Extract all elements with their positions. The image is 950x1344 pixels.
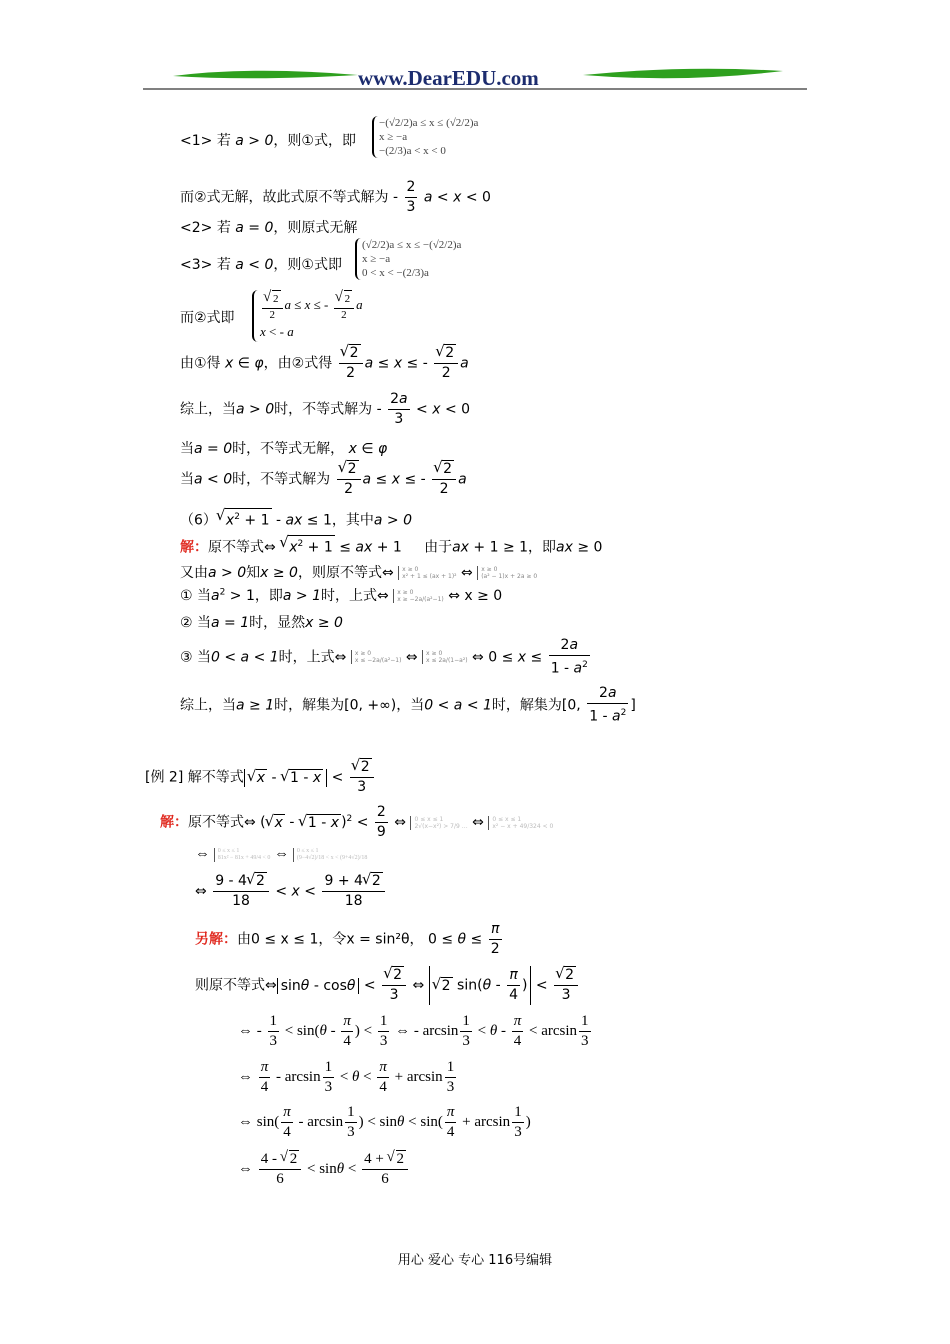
case-3-second-line: 而②式即	[180, 310, 235, 326]
case-3-second-system: √ $\frac{2}{2}$ a ≤ x ≤ - √ $\frac{2}{2}$ a x < - a	[252, 290, 363, 342]
case-2-line: <2> 若 a = 0，则原式无解	[180, 220, 358, 236]
solution-6-line: 解：原不等式⇔ √ $x^2 + 1$ ≤ ax + 1 由于ax + 1 ≥ 1，即ax ≥ 0	[180, 535, 602, 557]
header-banner	[143, 62, 807, 92]
case-1-system: −(√2/2)a ≤ x ≤ (√2/2)a x ≥ −a −(2/3)a < x < 0	[372, 116, 478, 158]
example-2-result-line: ⇔ $\frac{9 - 4√ 2}{18}$ < x < $\frac{9 + 4√ 2}{18}$	[195, 872, 387, 911]
example-2-solution-line: 解：原不等式⇔ (√ x - √ 1 - x )$^2$ < $\frac{2}{9}$ ⇔ 0 ≤ x ≤ 1 2√(x−x²) > 7/9 … ⇔ 0 ≤ x ≤ 1 x² − x + 49/324 < 0	[160, 803, 553, 842]
example-2-line: [例 2] 解不等式√ x - √ 1 - x < √ $\frac{2}{3}$	[145, 758, 376, 797]
case-1-line: <1> 若 a > 0，则①式，即	[180, 133, 356, 149]
alternative-solution-line: 另解：由0 ≤ x ≤ 1，令x = sin²θ， 0 ≤ θ ≤ $\frac{\pi}{2}$	[195, 921, 500, 957]
then-transform-line: 则原不等式⇔ sinθ - cosθ < √ $\frac{2}{3}$ ⇔ √ 2 sin(θ - $\frac{\pi}{4}$ ) < √ $\frac{2}{3}$	[195, 966, 580, 1005]
step-line-2: ⇔ $\frac{\pi}{4}$ - arcsin $\frac{1}{3}$ < θ < $\frac{\pi}{4}$ + arcsin $\frac{1}{3}$	[238, 1059, 455, 1095]
summary-a-negative-line: 当a < 0时，不等式解为 √ $\frac{2}{2}$ a ≤ x ≤ - √ $\frac{2}{2}$ a	[180, 460, 467, 499]
step-line-3: ⇔ sin( $\frac{\pi}{4}$ - arcsin $\frac{1}{3}$ ) < sinθ < sin( $\frac{\pi}{4}$ + arcsin $\frac{1}{3}$ )	[238, 1104, 531, 1140]
step-line-4: ⇔ $\frac{4 - √ 2}{6}$ < sinθ < $\frac{4 + √ 2}{6}$	[238, 1150, 410, 1189]
example-2-faint-step: ⇔ 0 ≤ x ≤ 1 81x² − 81x + 49/4 < 0 ⇔ 0 ≤ x ≤ 1 (9−4√2)/18 < x < (9+4√2)/18	[195, 846, 368, 862]
derive-line: 由①得 x ∈ φ，由②式得 √ $\frac{2}{2}$ a ≤ x ≤ - √ $\frac{2}{2}$ a	[180, 344, 469, 383]
summary-a-positive-line: 综上，当a > 0时，不等式解为 - $\frac{2a}{3}$ < x < 0	[180, 391, 471, 427]
case-a-greater-1-line: ① 当$a^2 > 1$，即a > 1时，上式⇔ x ≥ 0 x ≥ −2a/(a²−1) ⇔ x ≥ 0	[180, 587, 503, 604]
case-1-result-line: 而②式无解，故此式原不等式解为 - $\frac{2}{3}$ a < x < 0	[180, 179, 491, 215]
problem-6-line: （6）√ $x^2 + 1$ - ax ≤ 1，其中a > 0	[180, 508, 412, 530]
fraction-two-thirds: $\frac{2}{3}$	[406, 179, 416, 215]
case-a-equals-1-line: ② 当a = 1时，显然x ≥ 0	[180, 615, 343, 631]
case-a-between-line: ③ 当0 < a < 1时，上式⇔ x ≥ 0 x ≤ −2a/(a²−1) ⇔ x ≥ 0 x ≤ 2a/(1−a²) ⇔ 0 ≤ x ≤ $\frac{2a}{1 - a^2}$	[180, 637, 588, 677]
since-a-positive-line: 又由a > 0知x ≥ 0，则原不等式⇔ x ≥ 0 x² + 1 ≤ (ax + 1)² ⇔ x ≥ 0 (a² − 1)x + 2a ≥ 0	[180, 565, 538, 581]
case-3-system: (√2/2)a ≤ x ≤ −(√2/2)a x ≥ −a 0 < x < −(2/3)a	[355, 238, 461, 280]
step-line-1: ⇔ - $\frac{1}{3}$ < sin(θ - $\frac{\pi}{4}$ ) < $\frac{1}{3}$ ⇔ - arcsin $\frac{1}{3}$ < θ - $\frac{\pi}{4}$ < arcsin $\frac{1}{3}$	[238, 1013, 589, 1049]
summary-a-zero-line: 当a = 0时，不等式无解， x ∈ φ	[180, 441, 388, 457]
page-footer: 用心 爱心 专心 116号编辑	[397, 1253, 553, 1268]
site-url: www.DearEDU.com	[358, 66, 539, 90]
case-3-line: <3> 若 a < 0，则①式即	[180, 257, 342, 273]
solution-set-summary-line: 综上，当a ≥ 1时，解集为[0, +∞)，当0 < a < 1时，解集为[0, $\frac{2a}{1 - a^2}$ ]	[180, 685, 636, 725]
